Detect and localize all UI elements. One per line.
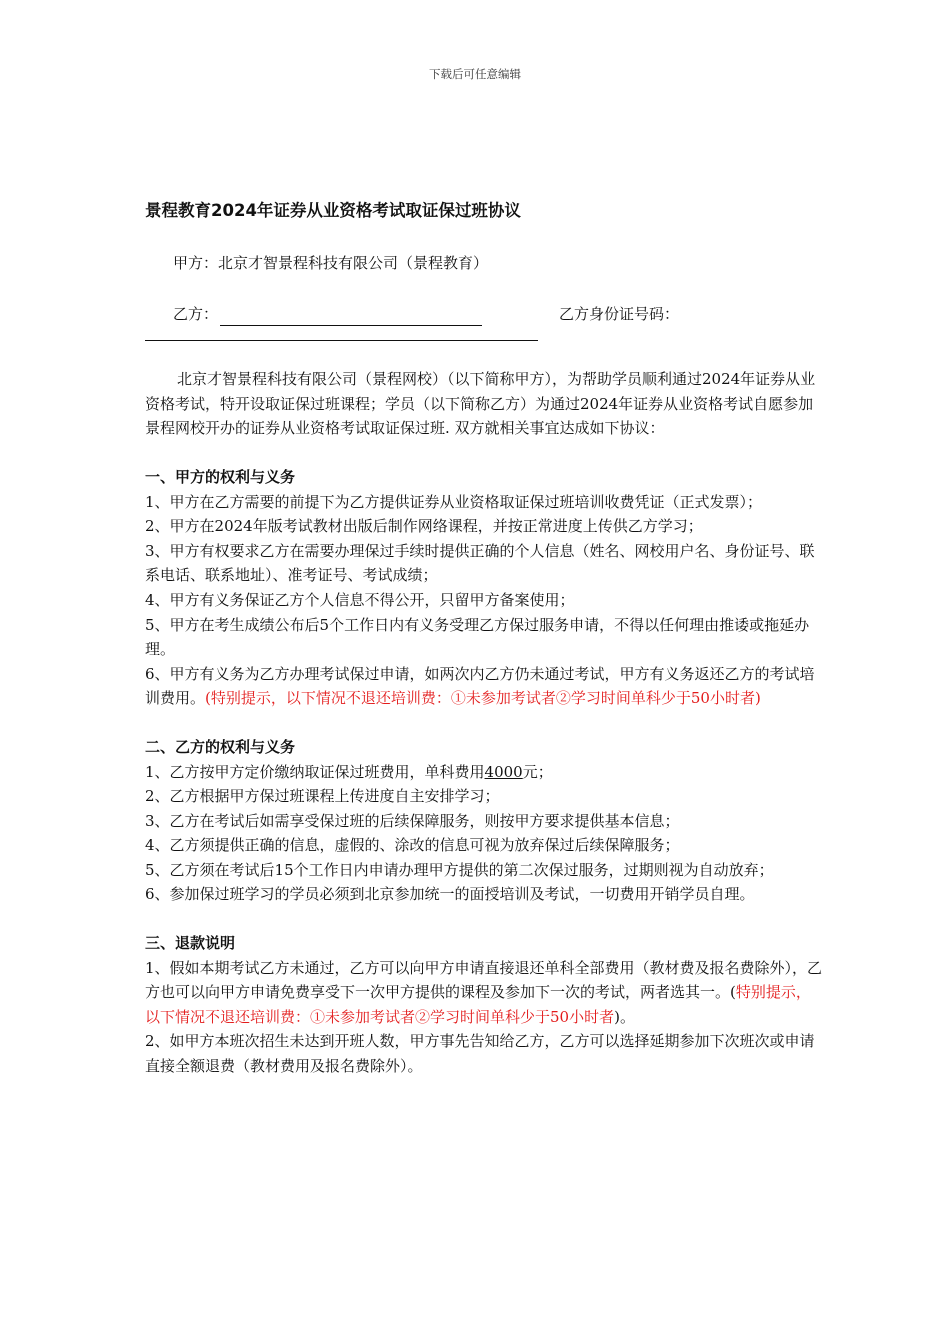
section-refund (145, 931, 825, 1079)
agreement-document (145, 196, 825, 1103)
party-b-name-blank[interactable] (220, 307, 482, 326)
clause: 3、乙方在考试后如需享受保过班的后续保障服务，则按甲方要求提供基本信息； (145, 811, 680, 830)
clause: 5、乙方须在考试后15个工作日内申请办理甲方提供的第二次保过服务，过期则视为自动放弃； (145, 860, 774, 879)
section-party-a-rights (145, 465, 825, 711)
party-b-id-label: 乙方身份证号码： (559, 304, 680, 323)
party-b-id-blank[interactable] (145, 326, 538, 341)
clause (145, 956, 825, 1030)
fee-amount: 4000 (484, 762, 523, 781)
section-title: 三、退款说明 (145, 934, 236, 953)
clause: 3、甲方有权要求乙方在需要办理保过手续时提供正确的个人信息（姓名、网校用户名、身份证号、联系电话、联系地址）、准考证号、考试成绩； (145, 541, 815, 585)
clause: 2、乙方根据甲方保过班课程上传进度自主安排学习； (145, 787, 500, 806)
clause: 1、甲方在乙方需要的前提下为乙方提供证券从业资格取证保过班培训收费凭证（正式发票）； (145, 492, 763, 511)
clause (145, 760, 825, 785)
clause: 2、如甲方本班次招生未达到开班人数，甲方事先告知给乙方，乙方可以选择延期参加下次班次或申请直接全额退费（教材费用及报名费除外）。 (145, 1032, 815, 1076)
intro-paragraph: 北京才智景程科技有限公司（景程网校）（以下简称甲方），为帮助学员顺利通过2024年证券从业资格考试，特开设取证保过班课程；学员（以下简称乙方）为通过2024年证券从业资格考试自愿参加景程网校开办的证券从业资格考试取证保过班. 双方就相关事宜达成如下协议： (145, 370, 816, 438)
clause: 2、甲方在2024年版考试教材出版后制作网络课程，并按正常进度上传供乙方学习； (145, 517, 703, 536)
clause: 6、参加保过班学习的学员必须到北京参加统一的面授培训及考试，一切费用开销学员自理。 (145, 885, 755, 904)
clause (145, 662, 825, 711)
clause: 4、甲方有义务保证乙方个人信息不得公开，只留甲方备案使用； (145, 590, 575, 609)
clause-text: 1、乙方按甲方定价缴纳取证保过班费用，单科费用 (145, 762, 485, 781)
clause: 5、甲方在考生成绩公布后5个工作日内有义务受理乙方保过服务申请，不得以任何理由推诿或拖延办理。 (145, 615, 810, 659)
document-title: 景程教育2024年证券从业资格考试取证保过班协议 (145, 201, 521, 220)
paren-open: ( (730, 983, 736, 1002)
section-title: 一、甲方的权利与义务 (145, 467, 296, 486)
special-notice: (特别提示，以下情况不退还培训费：①未参加考试者②学习时间单科少于50小时者) (205, 689, 761, 708)
header-note: 下载后可任意编辑 (429, 67, 521, 81)
clause-text: 6、甲方有义务为乙方办理考试保过申请，如两次内乙方仍未通过考试，甲方有义务返还乙方的考试培训费用。 (145, 664, 815, 708)
party-b-label: 乙方： (173, 304, 219, 323)
party-a-line: 甲方：北京才智景程科技有限公司（景程教育） (173, 254, 489, 272)
section-title: 二、乙方的权利与义务 (145, 737, 296, 756)
paren-close: )。 (614, 1007, 635, 1026)
section-party-b-rights (145, 735, 825, 907)
clause-text: 元； (522, 762, 553, 781)
clause: 4、乙方须提供正确的信息，虚假的、涂改的信息可视为放弃保过后续保障服务； (145, 836, 680, 855)
party-b-line (145, 302, 825, 327)
clause-text: 1、假如本期考试乙方未通过，乙方可以向甲方申请直接退还单科全部费用（教材费及报名费除外），乙方也可以向甲方申请免费享受下一次甲方提供的课程及参加下一次的考试，两者选其一。 (145, 958, 823, 1002)
special-notice: 特别提示，以下情况不退还培训费：①未参加考试者②学习时间单科少于50小时者 (145, 983, 811, 1026)
